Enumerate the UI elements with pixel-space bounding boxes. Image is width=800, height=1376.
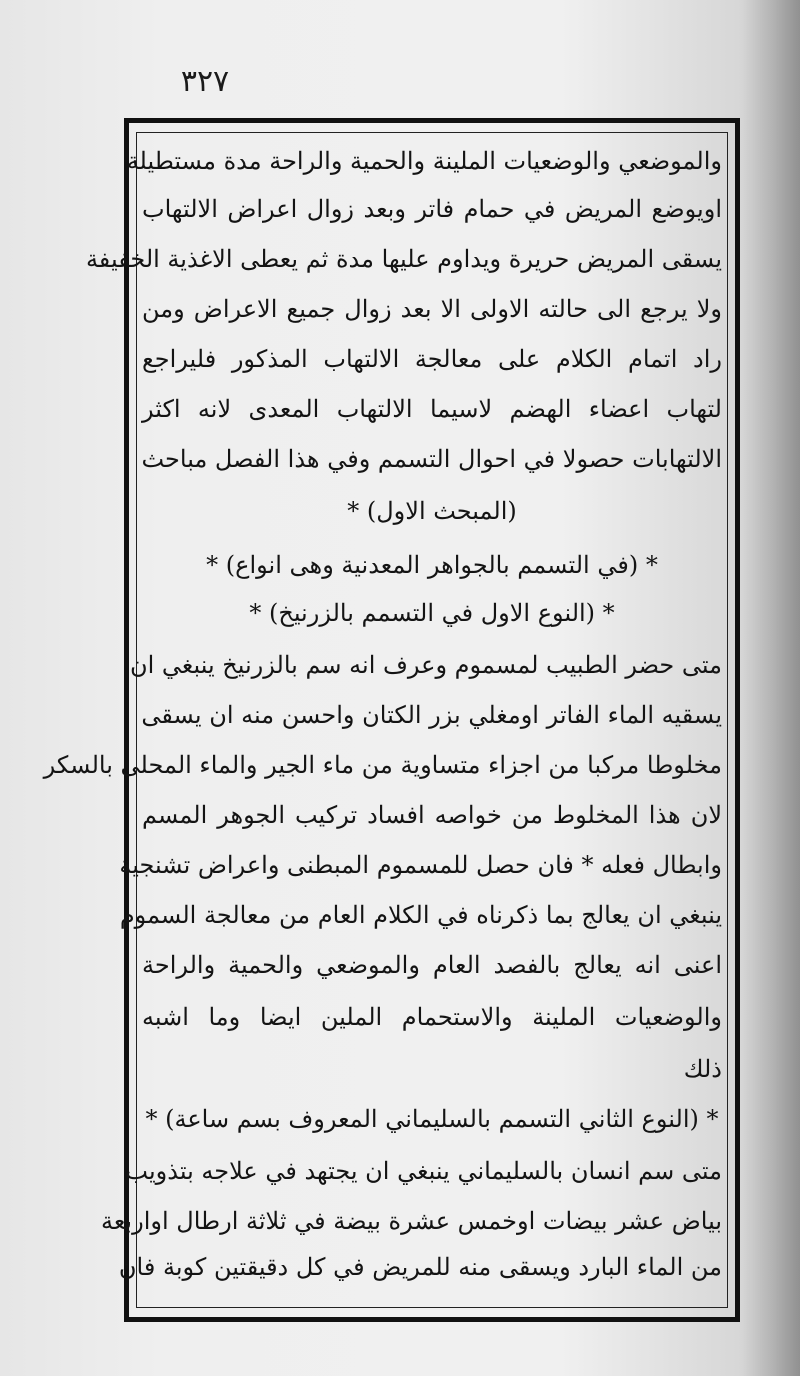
text-line: وابطال فعله * فان حصل للمسموم المبطنى واعراض تشنجية	[119, 851, 722, 879]
section-heading: (المبحث الاول) *	[347, 497, 517, 525]
text-line: لان هذا المخلوط من خواصه افساد تركيب الجوهر المسم	[142, 801, 722, 829]
text-line: راد اتمام الكلام على معالجة الالتهاب المذكور فليراجع	[142, 345, 722, 373]
text-line: ولا يرجع الى حالته الاولى الا بعد زوال جميع الاعراض ومن	[142, 295, 722, 323]
text-line: متى سم انسان بالسليماني ينبغي ان يجتهد في علاجه بتذويب	[125, 1157, 722, 1185]
text-line: متى حضر الطبيب لمسموم وعرف انه سم بالزرنيخ ينبغي ان	[129, 651, 722, 679]
text-body	[43, 138, 722, 1302]
text-line: لتهاب اعضاء الهضم لاسيما الالتهاب المعدى لانه اكثر	[142, 395, 722, 423]
text-line: اويوضع المريض في حمام فاتر وبعد زوال اعراض الالتهاب	[142, 195, 722, 223]
text-line: والوضعيات الملينة والاستحمام الملين ايضا وما اشبه	[142, 1003, 722, 1031]
section-heading: * (النوع الثاني التسمم بالسليماني المعروف بسم ساعة) *	[145, 1105, 719, 1133]
text-line: الالتهابات حصولا في احوال التسمم وفي هذا الفصل مباحث	[141, 445, 722, 473]
text-line: يسقيه الماء الفاتر اومغلي بزر الكتان واحسن منه ان يسقى	[141, 701, 722, 729]
text-line: اعنى انه يعالج بالفصد العام والموضعي والحمية والراحة	[142, 951, 722, 979]
page-number: ٣٢٧	[180, 64, 230, 99]
text-line: من الماء البارد ويسقى منه للمريض في كل دقيقتين كوبة فان	[118, 1253, 722, 1281]
text-line: ذلك	[683, 1055, 722, 1083]
text-line: يسقى المريض حريرة ويداوم عليها مدة ثم يعطى الاغذية الخفيفة	[85, 245, 722, 273]
text-line: ينبغي ان يعالج بما ذكرناه في الكلام العام من معالجة السموم	[119, 901, 722, 929]
text-line: بياض عشر بيضات اوخمس عشرة بيضة في ثلاثة ارطال اواربعة	[100, 1207, 722, 1235]
section-heading: * (في التسمم بالجواهر المعدنية وهى انواع) *	[206, 551, 658, 579]
section-heading: * (النوع الاول في التسمم بالزرنيخ) *	[249, 599, 615, 627]
text-line: مخلوطا مركبا من اجزاء متساوية من ماء الجير والماء المحلى بالسكر	[43, 751, 722, 779]
text-line: والموضعي والوضعيات الملينة والحمية والراحة مدة مستطيلة	[126, 147, 722, 175]
book-gutter-shadow	[740, 0, 800, 1376]
